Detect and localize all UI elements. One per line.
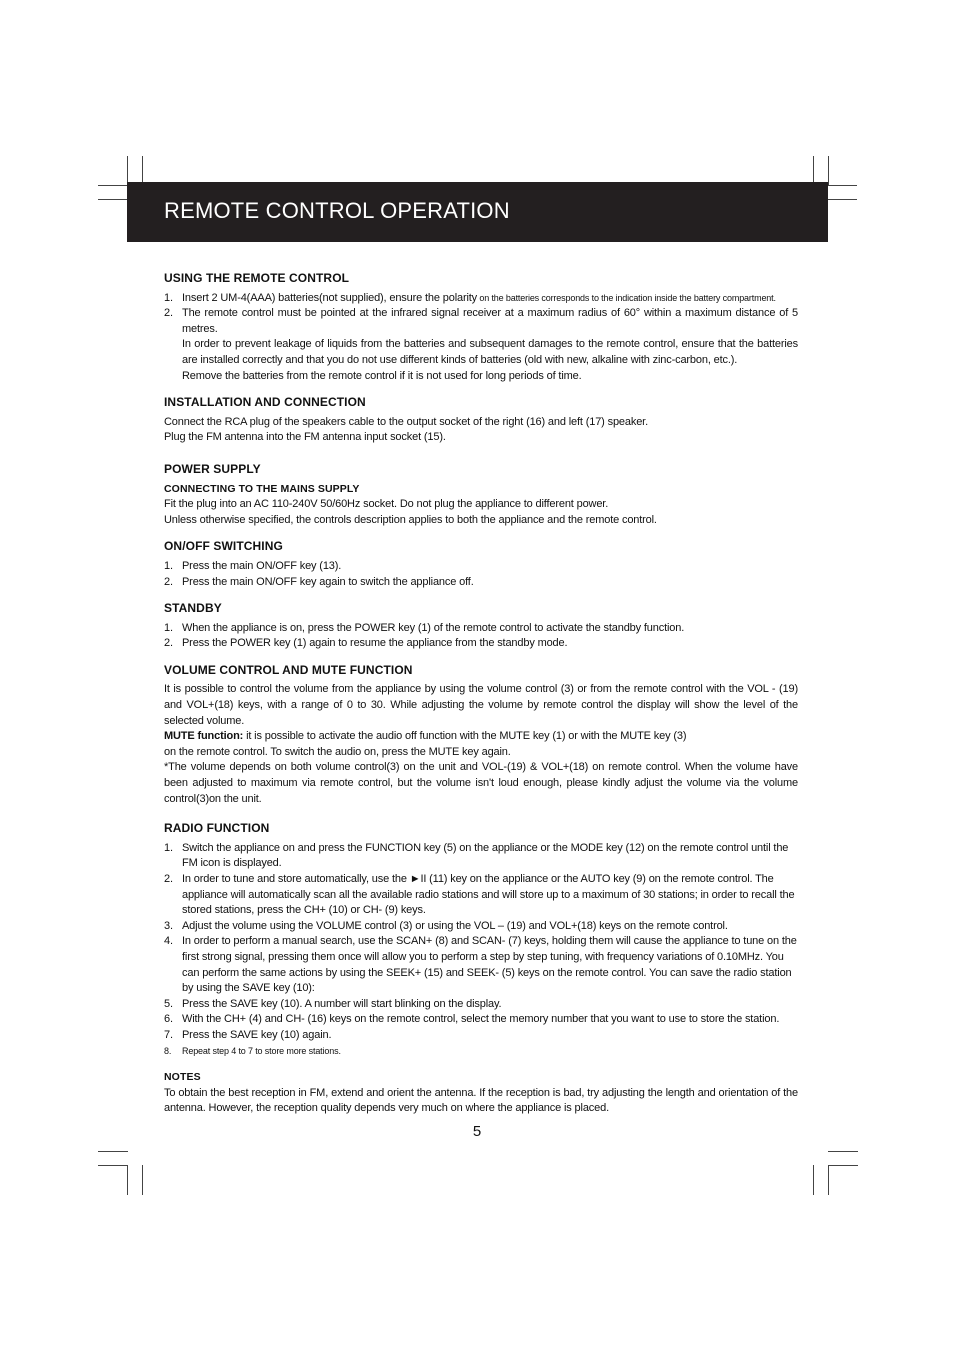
crop-mark [98,199,128,200]
crop-mark [98,1151,128,1152]
section-title: STANDBY [164,601,222,616]
item-number: 2. [164,575,173,588]
paragraph: Connect the RCA plug of the speakers cable to the output socket of the right (16) and left (17) speaker. [164,415,648,428]
paragraph: Plug the FM antenna into the FM antenna input socket (15). [164,431,446,444]
item-number: 2. [164,637,173,650]
item-number: 5. [164,997,173,1010]
list-item [164,919,798,935]
item-text: Adjust the volume using the VOLUME control (3) or using the VOL – (19) and VOL+(18) keys on the remote control. [182,919,728,932]
item-text: Press the main ON/OFF key (13). [182,559,342,572]
crop-mark [827,185,857,186]
item-text: Repeat step 4 to 7 to store more stations. [182,1045,341,1056]
section-title: INSTALLATION AND CONNECTION [164,395,366,410]
item-number: 1. [164,559,173,572]
list-item [164,1028,798,1044]
paragraph: In order to prevent leakage of liquids from the batteries and subsequent damages to the remote control, ensure that the batteries are installed correctly and that you do not use different kinds of batteries (old with new, alkaline with zinc-carbon, etc.). [182,338,798,366]
item-text: Press the SAVE key (10) again. [182,1028,332,1041]
section-title: RADIO FUNCTION [164,821,270,836]
item-text-main: Insert 2 UM-4(AAA) batteries(not supplied), ensure the polarity [182,291,478,304]
item-number: 8. [164,1045,172,1056]
section-title: USING THE REMOTE CONTROL [164,271,350,285]
paragraph: It is possible to control the volume from the appliance by using the volume control (3) or from the remote control with the VOL - (19) and VOL+(18) keys, with a range of 0 to 30. While adjusting the volume by remote control the display will show the level of the selected volume. [164,683,798,727]
item-text: The remote control must be pointed at the infrared signal receiver at a maximum radius of 60° within a maximum distance of 5 metres. [182,307,798,335]
section-standby [164,601,798,652]
page-number: 5 [472,1123,482,1140]
crop-mark [828,1151,858,1152]
item-text: When the appliance is on, press the POWER key (1) of the remote control to activate the standby function. [182,621,685,634]
item-text: Press the POWER key (1) again to resume the appliance from the standby mode. [182,637,568,650]
list-item [164,291,798,307]
crop-mark [142,1165,143,1195]
section-remote [164,271,798,384]
crop-mark [813,1165,814,1195]
section-onoff [164,539,798,590]
section-title: POWER SUPPLY [164,461,261,476]
mute-label: MUTE function: [164,730,244,743]
list-item [164,841,798,872]
crop-mark [828,1165,829,1195]
item-text: In order to perform a manual search, use the SCAN+ (8) and SCAN- (7) keys, holding them will cause the appliance to tune on the first strong signal, pressing them once will allow you to perform a step by step tuning, with frequency variations of 0.10MHz. You can perform the same actions by using the SEEK+ (15) and SEEK- (5) keys on the remote control. You can save the radio station by using the SAVE key (10): [182,935,797,995]
item-number: 3. [164,919,173,932]
item-text [182,291,798,307]
item-number: 1. [164,841,173,854]
item-text-small: on the batteries corresponds to the indication inside the battery compartment. [477,292,776,303]
item-text: Switch the appliance on and press the FUNCTION key (5) on the appliance or the MODE key (12) on the remote control until the FM icon is displayed. [182,841,789,870]
list-item [164,306,798,337]
paragraph: Fit the plug into an AC 110-240V 50/60Hz socket. Do not plug the appliance to different power. [164,498,609,511]
list-item [164,636,798,652]
item-text: Press the main ON/OFF key again to switch the appliance off. [182,575,474,588]
crop-mark [98,185,128,186]
mute-paragraph [164,729,798,745]
section-title: NOTES [164,1071,201,1084]
list-item [164,575,798,591]
list-item [164,1012,798,1028]
volume-note: *The volume depends on both volume control(3) on the unit and VOL-(19) & VOL+(18) on remote control. When the volume have been adjusted to maximum via remote control, but the volume isn't loud enough, please kindly adjust the volume via the volume control(3)on the unit. [164,761,798,805]
section-power [164,462,798,528]
item-text: With the CH+ (4) and CH- (16) keys on the remote control, select the memory number that you want to use to store the station. [182,1013,780,1026]
section-installation [164,395,798,446]
section-notes [164,1070,798,1117]
item-number: 6. [164,1013,173,1026]
list-item [164,934,798,996]
crop-mark [828,1165,858,1166]
header-banner [127,182,828,242]
item-text: Press the SAVE key (10). A number will start blinking on the display. [182,997,502,1010]
mute-text: it is possible to activate the audio off function with the MUTE key (1) or with the MUTE key (3) [243,730,687,743]
paragraph: Unless otherwise specified, the controls description applies to both the appliance and the remote control. [164,513,657,526]
paragraph: To obtain the best reception in FM, extend and orient the antenna. If the reception is bad, try adjusting the length and orientation of the antenna. However, the reception quality depends very much on where the appliance is placed. [164,1086,798,1115]
crop-mark [127,1165,128,1195]
item-number: 4. [164,935,173,948]
crop-mark [142,156,143,185]
manual-content [164,271,798,1128]
item-number: 1. [164,291,173,304]
item-number: 2. [164,873,173,885]
page-title: REMOTE CONTROL OPERATION [164,198,510,223]
section-title: VOLUME CONTROL AND MUTE FUNCTION [164,662,413,677]
crop-mark [98,1165,128,1166]
section-volume [164,663,798,807]
crop-mark [828,156,829,185]
section-title: ON/OFF SWITCHING [164,539,283,554]
item-text: In order to tune and store automatically, use the ►II (11) key on the appliance or the AUTO key (9) on the remote control. The appliance will automatically scan all the available radio stations and will store up to a maximum of 30 stations; in order to recall the stored stations, press the CH+ (10) or CH- (9) keys. [182,873,795,917]
item-number: 1. [164,621,173,634]
paragraph: Remove the batteries from the remote control if it is not used for long periods of time. [182,369,582,382]
crop-mark [127,156,128,185]
item-number: 2. [164,307,173,320]
list-item [164,997,798,1013]
paragraph: on the remote control. To switch the audio on, press the MUTE key again. [164,745,511,758]
section-subtitle: CONNECTING TO THE MAINS SUPPLY [164,482,360,495]
list-item [164,1044,798,1060]
list-item [164,621,798,637]
list-item [164,559,798,575]
section-radio [164,821,798,1059]
crop-mark [813,156,814,185]
crop-mark [827,199,857,200]
list-item [164,872,798,919]
item-number: 7. [164,1028,173,1041]
